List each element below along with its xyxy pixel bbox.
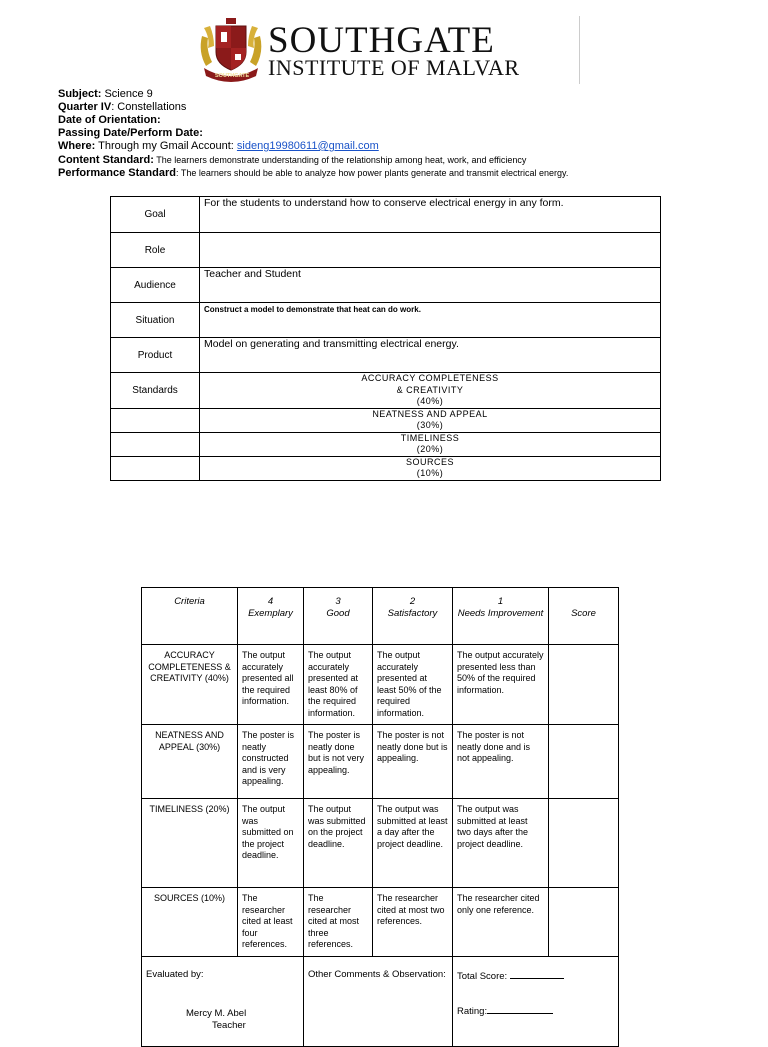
rubric-table: [141, 587, 619, 1047]
score-cell[interactable]: [549, 725, 619, 799]
product-label: Product: [111, 338, 200, 373]
content-standard-line: [58, 154, 526, 167]
performance-standard-value: : The learners should be able to analyze how power plants generate and transmit electrical energy.: [175, 168, 569, 178]
situation-value: Construct a model to demonstrate that heat can do work.: [200, 303, 661, 338]
total-score-field[interactable]: [457, 969, 614, 983]
situation-label: Situation: [111, 303, 200, 338]
rubric-cell: The researcher cited at most two references.: [373, 888, 453, 957]
teacher-title: Teacher: [212, 1019, 246, 1031]
rubric-row: [142, 888, 619, 957]
audience-label: Audience: [111, 268, 200, 303]
total-score-label: Total Score:: [457, 970, 508, 982]
subject-value: Science 9: [104, 88, 153, 100]
rubric-row: [142, 799, 619, 888]
quarter-label: Quarter IV: [58, 101, 112, 113]
rubric-cell: The poster is neatly done but is not very appealing.: [304, 725, 373, 799]
audience-value: Teacher and Student: [200, 268, 661, 303]
rating-field[interactable]: [457, 1004, 614, 1018]
where-line: [58, 140, 379, 153]
score-header: Score: [549, 588, 619, 645]
performance-standard-line: [58, 167, 568, 180]
score-cell[interactable]: [549, 645, 619, 725]
school-subtitle: INSTITUTE OF MALVAR: [268, 55, 520, 80]
goal-label: Goal: [111, 197, 200, 233]
standards-label: Standards: [111, 373, 200, 409]
standard-neatness: NEATNESS AND APPEAL (30%): [200, 408, 661, 432]
goal-row: [111, 197, 661, 233]
situation-row: [111, 303, 661, 338]
criteria-cell: NEATNESS AND APPEAL (30%): [142, 725, 238, 799]
gmail-link[interactable]: sideng19980611@gmail.com: [236, 140, 379, 152]
standard-timeliness: TIMELINESS (20%): [200, 432, 661, 456]
exemplary-header: 4 Exemplary: [238, 588, 304, 645]
rubric-cell: The researcher cited at least four references.: [238, 888, 304, 957]
standards-row: [111, 432, 661, 456]
score-cell[interactable]: [549, 888, 619, 957]
rubric-row: [142, 645, 619, 725]
quarter-value: : Constellations: [111, 101, 187, 113]
school-name: SOUTHGATE: [268, 20, 495, 61]
rubric-cell: The researcher cited at most three references.: [304, 888, 373, 957]
product-row: [111, 338, 661, 373]
criteria-cell: ACCURACY COMPLETENESS & CREATIVITY (40%): [142, 645, 238, 725]
rubric-cell: The poster is neatly constructed and is very appealing.: [238, 725, 304, 799]
standards-row: [111, 373, 661, 409]
satisfactory-header: 2 Satisfactory: [373, 588, 453, 645]
evaluation-footer-row: [142, 956, 619, 1046]
passing-date-label: Passing Date/Perform Date:: [58, 127, 203, 139]
school-logo: [196, 16, 580, 84]
content-standard-label: Content Standard:: [58, 154, 154, 166]
criteria-cell: TIMELINESS (20%): [142, 799, 238, 888]
criteria-cell: SOURCES (10%): [142, 888, 238, 957]
grasps-table: [110, 196, 661, 481]
logo-divider: [579, 16, 580, 84]
score-cell[interactable]: [549, 799, 619, 888]
rating-label: Rating:: [457, 1006, 488, 1017]
role-row: [111, 233, 661, 268]
rubric-cell: The output was submitted at least a day after the project deadline.: [373, 799, 453, 888]
evaluated-by-cell: [142, 956, 304, 1046]
needs-improvement-header: 1 Needs Improvement: [453, 588, 549, 645]
rubric-row: [142, 725, 619, 799]
criteria-header: Criteria: [142, 588, 238, 645]
comments-label: Other Comments & Observation:: [308, 968, 446, 980]
where-value: Through my Gmail Account:: [95, 140, 237, 152]
good-header: 3 Good: [304, 588, 373, 645]
orientation-line: [58, 114, 161, 127]
quarter-line: [58, 101, 186, 114]
rubric-cell: The output was submitted at least two days after the project deadline.: [453, 799, 549, 888]
standard-accuracy: ACCURACY COMPLETENESS & CREATIVITY (40%): [200, 373, 661, 409]
content-standard-value: The learners demonstrate understanding of the relationship among heat, work, and efficiency: [153, 155, 527, 165]
rubric-cell: The output accurately presented at least 80% of the required information.: [304, 645, 373, 725]
passing-date-line: [58, 127, 203, 140]
evaluated-by-label: Evaluated by:: [146, 968, 204, 980]
rubric-cell: The output accurately presented at least 50% of the required information.: [373, 645, 453, 725]
rubric-cell: The output accurately presented all the required information.: [238, 645, 304, 725]
goal-value: For the students to understand how to conserve electrical energy in any form.: [200, 197, 661, 233]
teacher-name: Mercy M. Abel: [186, 1008, 247, 1019]
orientation-label: Date of Orientation:: [58, 114, 161, 126]
audience-row: [111, 268, 661, 303]
rubric-cell: The poster is not neatly done and is not appealing.: [453, 725, 549, 799]
where-label: Where:: [58, 140, 96, 152]
product-value: Model on generating and transmitting electrical energy.: [200, 338, 661, 373]
score-summary-cell: [453, 956, 619, 1046]
role-value: [200, 233, 661, 268]
standards-row: [111, 408, 661, 432]
rubric-cell: The output accurately presented less than 50% of the required information.: [453, 645, 549, 725]
rubric-cell: The output was submitted on the project deadline.: [304, 799, 373, 888]
rubric-cell: The output was submitted on the project deadline.: [238, 799, 304, 888]
performance-standard-label: Performance Standard: [58, 167, 176, 179]
role-label: Role: [111, 233, 200, 268]
standards-row: [111, 456, 661, 480]
subject-label: Subject:: [58, 88, 102, 100]
standard-sources: SOURCES (10%): [200, 456, 661, 480]
comments-cell[interactable]: [304, 956, 453, 1046]
subject-line: [58, 88, 153, 101]
rubric-header-row: [142, 588, 619, 645]
rubric-cell: The poster is not neatly done but is appealing.: [373, 725, 453, 799]
rubric-cell: The researcher cited only one reference.: [453, 888, 549, 957]
school-seal-text: SOUTHGATE: [215, 73, 250, 79]
